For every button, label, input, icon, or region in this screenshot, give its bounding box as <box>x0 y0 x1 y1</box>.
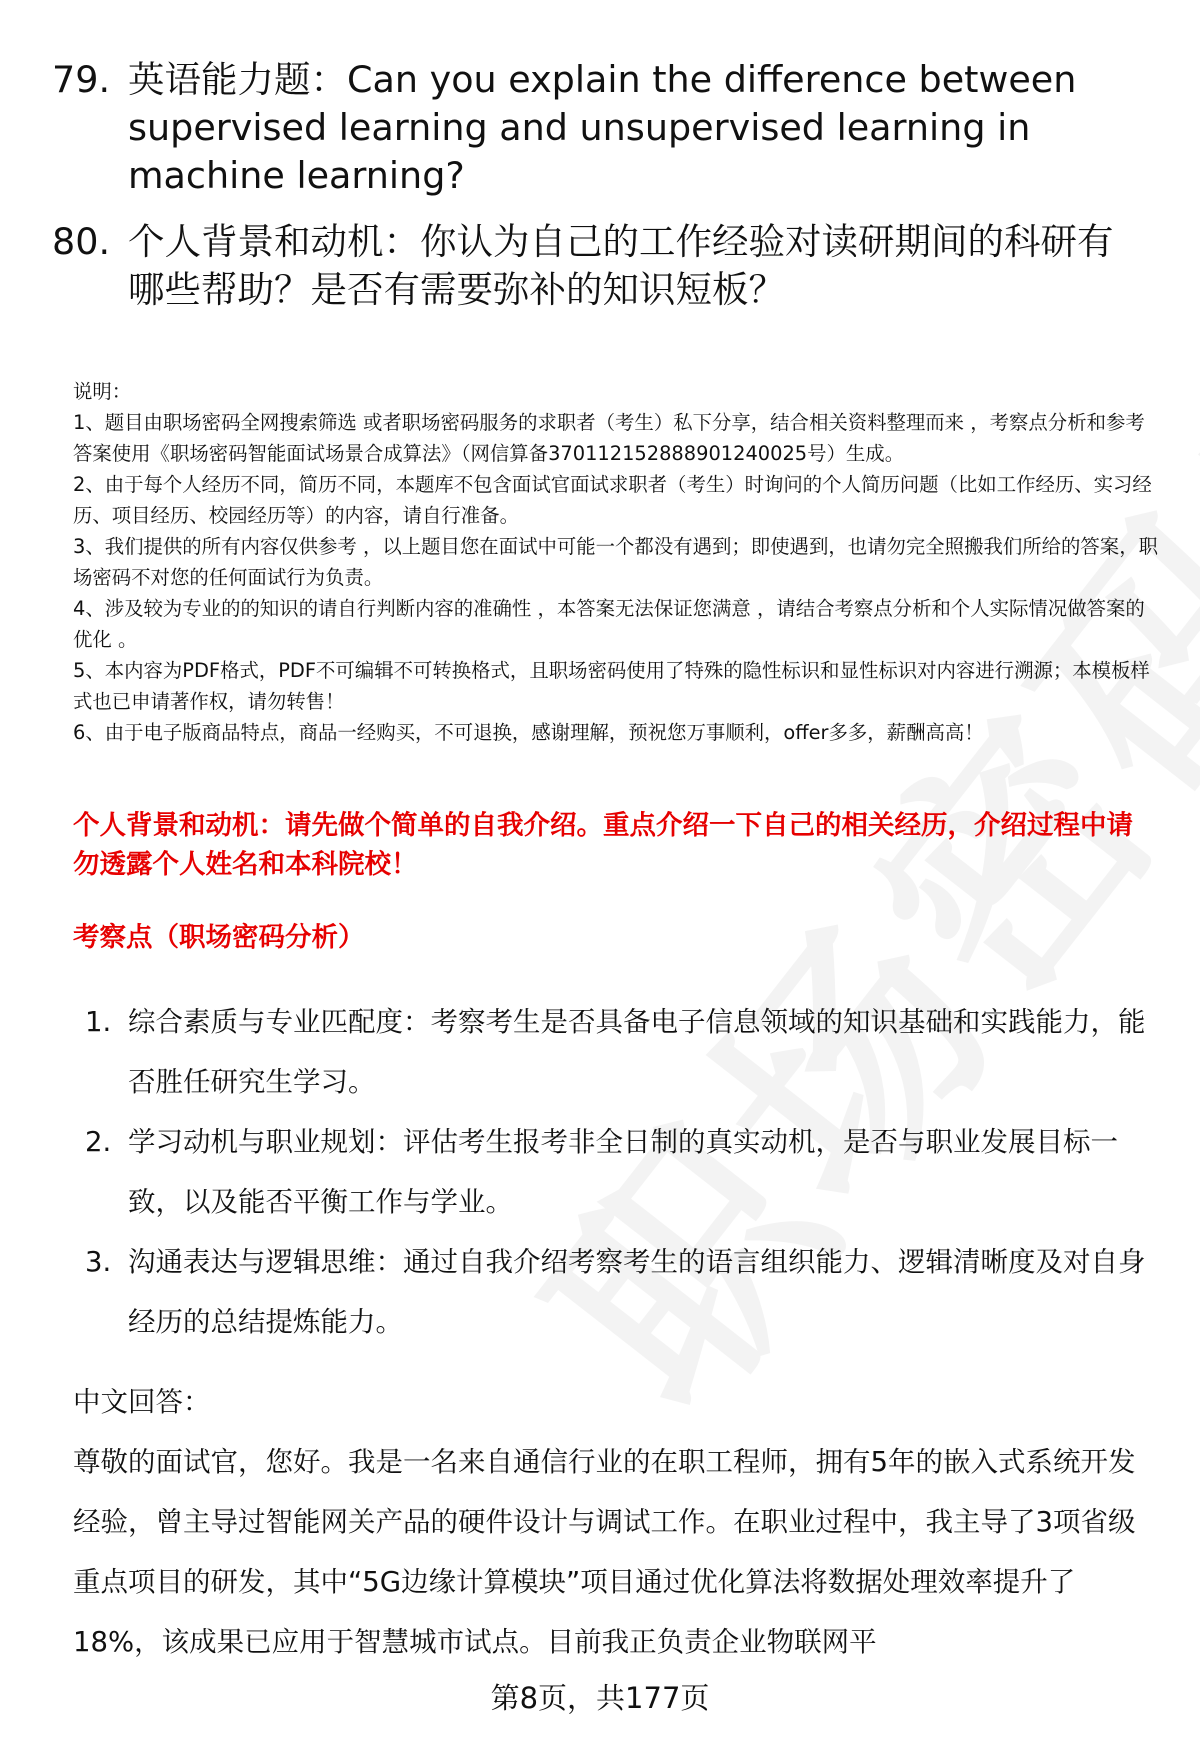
answer-text: 尊敬的面试官，您好。我是一名来自通信行业的在职工程师，拥有5年的嵌入式系统开发经验，曾主导过智能网关产品的硬件设计与调试工作。在职业过程中，我主导了3项省级重点项目的研发，其中“5G边缘计算模块”项目通过优化算法将数据处理效率提升了18%，该成果已应用于智慧城市试点。目前我正负责企业物联网平 <box>73 1446 1136 1658</box>
analysis-point <box>85 1112 1160 1232</box>
analysis-point-text: 综合素质与专业匹配度：考察考生是否具备电子信息领域的知识基础和实践能力，能否胜任研究生学习。 <box>128 1006 1146 1098</box>
question-text: 个人背景和动机：你认为自己的工作经验对读研期间的科研有哪些帮助？是否有需要弥补的知识短板？ <box>128 220 1114 311</box>
note-item: 6、由于电子版商品特点，商品一经购买，不可退换，感谢理解，预祝您万事顺利，offer多多，薪酬高高！ <box>73 721 984 744</box>
note-item: 2、由于每个人经历不同，简历不同，本题库不包含面试官面试求职者（考生）时询问的个人简历问题（比如工作经历、实习经历、项目经历、校园经历等）的内容，请自行准备。 <box>73 473 1152 527</box>
question-text: 英语能力题：Can you explain the difference between supervised learning and unsupervised learning in machine learning? <box>128 58 1077 197</box>
note-item: 3、我们提供的所有内容仅供参考 ，以上题目您在面试中可能一个都没有遇到；即使遇到，也请勿完全照搬我们所给的答案，职场密码不对您的任何面试行为负责。 <box>73 535 1158 589</box>
answer-section <box>73 1372 1158 1672</box>
answer-heading: 中文回答： <box>73 1386 211 1418</box>
question-number: 80. <box>52 220 111 263</box>
analysis-point-number: 3. <box>85 1246 112 1278</box>
analysis-point-number: 2. <box>85 1126 112 1158</box>
question-79 <box>52 56 1142 200</box>
analysis-point-number: 1. <box>85 1006 112 1038</box>
analysis-point-text: 学习动机与职业规划：评估考生报考非全日制的真实动机，是否与职业发展目标一致，以及能否平衡工作与学业。 <box>128 1126 1118 1218</box>
notes-heading: 说明： <box>73 380 132 403</box>
note-item: 5、本内容为PDF格式，PDF不可编辑不可转换格式，且职场密码使用了特殊的隐性标识和显性标识对内容进行溯源；本模板样式也已申请著作权，请勿转售！ <box>73 659 1150 713</box>
analysis-heading: 考察点（职场密码分析） <box>73 922 365 953</box>
question-80 <box>52 218 1142 314</box>
note-item: 1、题目由职场密码全网搜索筛选 或者职场密码服务的求职者（考生）私下分享，结合相关资料整理而来 ，考察点分析和参考答案使用《职场密码智能面试场景合成算法》（网信算备370112152888901240025号）生成。 <box>73 411 1145 465</box>
analysis-point-text: 沟通表达与逻辑思维：通过自我介绍考察考生的语言组织能力、逻辑清晰度及对自身经历的总结提炼能力。 <box>128 1246 1146 1338</box>
note-item: 4、涉及较为专业的的知识的请自行判断内容的准确性 ，本答案无法保证您满意 ，请结合考察点分析和个人实际情况做答案的优化 。 <box>73 597 1145 651</box>
notes-section <box>73 376 1163 748</box>
question-number: 79. <box>52 58 111 101</box>
current-question-title: 个人背景和动机：请先做个简单的自我介绍。重点介绍一下自己的相关经历，介绍过程中请勿透露个人姓名和本科院校！ <box>73 810 1133 880</box>
analysis-points-list <box>85 992 1160 1352</box>
analysis-point <box>85 1232 1160 1352</box>
page-footer: 第8页，共177页 <box>490 1681 710 1715</box>
analysis-point <box>85 992 1160 1112</box>
